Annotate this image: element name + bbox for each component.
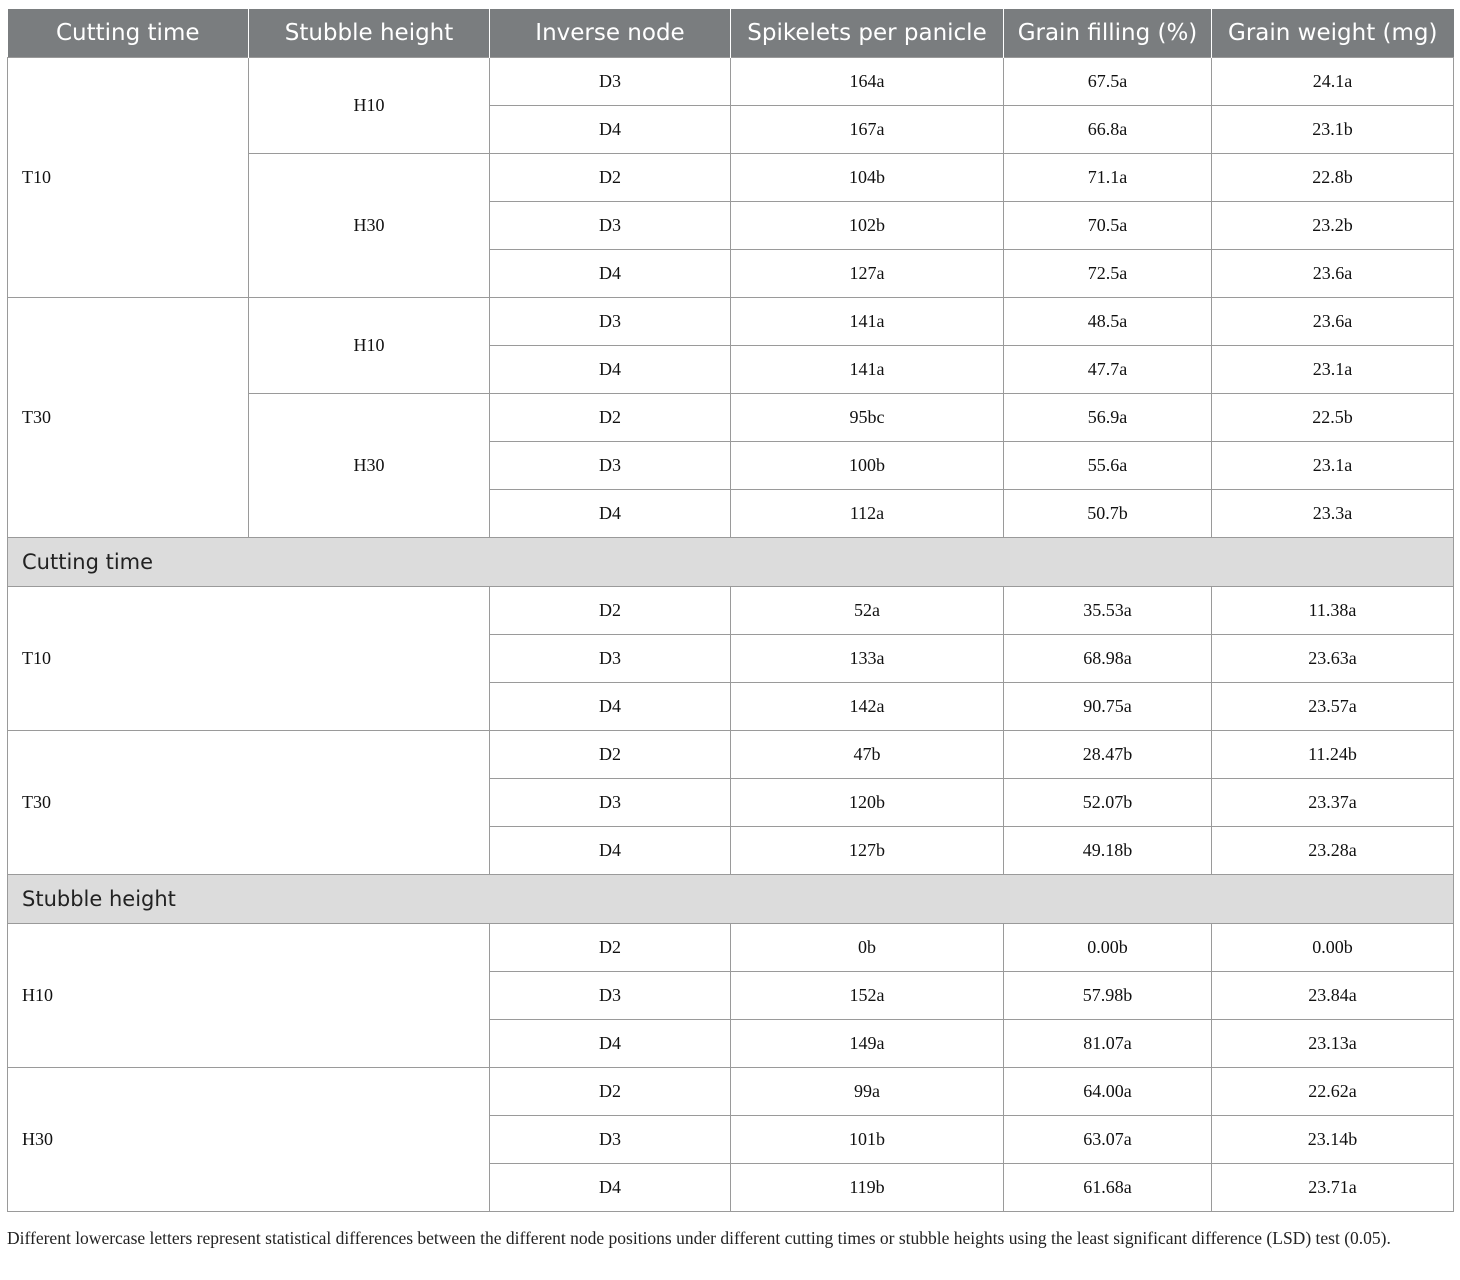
- node-cell: D2: [490, 394, 731, 442]
- spikelets-cell: 152a: [731, 972, 1004, 1020]
- group-label-cell: T30: [8, 731, 490, 875]
- node-cell: D2: [490, 154, 731, 202]
- spikelets-cell: 112a: [731, 490, 1004, 538]
- spikelets-cell: 119b: [731, 1164, 1004, 1212]
- table-row: [8, 731, 1454, 779]
- spikelets-cell: 100b: [731, 442, 1004, 490]
- spikelets-cell: 99a: [731, 1068, 1004, 1116]
- table-footnote: Different lowercase letters represent statistical differences between the different node positions under different cutting times or stubble heights using the least significant difference (LSD) test (0.05).: [7, 1228, 1391, 1248]
- filling-cell: 67.5a: [1004, 58, 1212, 106]
- weight-cell: 23.37a: [1212, 779, 1454, 827]
- node-cell: D4: [490, 827, 731, 875]
- group-label-cell: H30: [8, 1068, 490, 1212]
- weight-cell: 11.24b: [1212, 731, 1454, 779]
- node-cell: D4: [490, 346, 731, 394]
- node-cell: D3: [490, 298, 731, 346]
- section-title: Cutting time: [8, 538, 1454, 587]
- weight-cell: 23.13a: [1212, 1020, 1454, 1068]
- weight-cell: 23.63a: [1212, 635, 1454, 683]
- filling-cell: 72.5a: [1004, 250, 1212, 298]
- weight-cell: 23.3a: [1212, 490, 1454, 538]
- spikelets-cell: 95bc: [731, 394, 1004, 442]
- filling-cell: 48.5a: [1004, 298, 1212, 346]
- filling-cell: 50.7b: [1004, 490, 1212, 538]
- node-cell: D2: [490, 924, 731, 972]
- node-cell: D4: [490, 106, 731, 154]
- weight-cell: 23.84a: [1212, 972, 1454, 1020]
- spikelets-cell: 141a: [731, 346, 1004, 394]
- filling-cell: 49.18b: [1004, 827, 1212, 875]
- section-title: Stubble height: [8, 875, 1454, 924]
- spikelets-cell: 127b: [731, 827, 1004, 875]
- header-stubble-height: Stubble height: [249, 9, 490, 58]
- cutting-time-cell: T10: [8, 58, 249, 298]
- filling-cell: 35.53a: [1004, 587, 1212, 635]
- weight-cell: 23.6a: [1212, 250, 1454, 298]
- filling-cell: 64.00a: [1004, 1068, 1212, 1116]
- filling-cell: 57.98b: [1004, 972, 1212, 1020]
- filling-cell: 63.07a: [1004, 1116, 1212, 1164]
- weight-cell: 22.5b: [1212, 394, 1454, 442]
- spikelets-cell: 149a: [731, 1020, 1004, 1068]
- spikelets-cell: 101b: [731, 1116, 1004, 1164]
- node-cell: D3: [490, 202, 731, 250]
- weight-cell: 23.6a: [1212, 298, 1454, 346]
- weight-cell: 23.1b: [1212, 106, 1454, 154]
- weight-cell: 22.8b: [1212, 154, 1454, 202]
- spikelets-cell: 47b: [731, 731, 1004, 779]
- spikelets-cell: 164a: [731, 58, 1004, 106]
- filling-cell: 47.7a: [1004, 346, 1212, 394]
- node-cell: D3: [490, 972, 731, 1020]
- weight-cell: 23.57a: [1212, 683, 1454, 731]
- header-inverse-node: Inverse node: [490, 9, 731, 58]
- filling-cell: 81.07a: [1004, 1020, 1212, 1068]
- table-row: [8, 587, 1454, 635]
- header-cutting-time: Cutting time: [8, 9, 249, 58]
- node-cell: D3: [490, 1116, 731, 1164]
- stubble-height-cell: H30: [249, 394, 490, 538]
- filling-cell: 28.47b: [1004, 731, 1212, 779]
- filling-cell: 90.75a: [1004, 683, 1212, 731]
- node-cell: D3: [490, 779, 731, 827]
- data-table: [7, 9, 1454, 1212]
- node-cell: D2: [490, 731, 731, 779]
- filling-cell: 61.68a: [1004, 1164, 1212, 1212]
- group-label-cell: H10: [8, 924, 490, 1068]
- node-cell: D4: [490, 490, 731, 538]
- spikelets-cell: 142a: [731, 683, 1004, 731]
- weight-cell: 24.1a: [1212, 58, 1454, 106]
- stubble-height-cell: H30: [249, 154, 490, 298]
- weight-cell: 23.71a: [1212, 1164, 1454, 1212]
- weight-cell: 23.14b: [1212, 1116, 1454, 1164]
- node-cell: D4: [490, 250, 731, 298]
- spikelets-cell: 102b: [731, 202, 1004, 250]
- header-grain-filling: Grain filling (%): [1004, 9, 1212, 58]
- filling-cell: 0.00b: [1004, 924, 1212, 972]
- filling-cell: 56.9a: [1004, 394, 1212, 442]
- table-row: [8, 1068, 1454, 1116]
- spikelets-cell: 133a: [731, 635, 1004, 683]
- spikelets-cell: 120b: [731, 779, 1004, 827]
- weight-cell: 23.1a: [1212, 442, 1454, 490]
- spikelets-cell: 167a: [731, 106, 1004, 154]
- node-cell: D4: [490, 683, 731, 731]
- weight-cell: 11.38a: [1212, 587, 1454, 635]
- filling-cell: 68.98a: [1004, 635, 1212, 683]
- node-cell: D3: [490, 442, 731, 490]
- weight-cell: 23.1a: [1212, 346, 1454, 394]
- header-grain-weight: Grain weight (mg): [1212, 9, 1454, 58]
- spikelets-cell: 141a: [731, 298, 1004, 346]
- section-row-cutting-time: [8, 538, 1454, 587]
- weight-cell: 0.00b: [1212, 924, 1454, 972]
- spikelets-cell: 0b: [731, 924, 1004, 972]
- node-cell: D3: [490, 635, 731, 683]
- header-spikelets: Spikelets per panicle: [731, 9, 1004, 58]
- stubble-height-cell: H10: [249, 58, 490, 154]
- stubble-height-cell: H10: [249, 298, 490, 394]
- filling-cell: 52.07b: [1004, 779, 1212, 827]
- filling-cell: 70.5a: [1004, 202, 1212, 250]
- table-row: [8, 924, 1454, 972]
- filling-cell: 71.1a: [1004, 154, 1212, 202]
- node-cell: D4: [490, 1164, 731, 1212]
- filling-cell: 66.8a: [1004, 106, 1212, 154]
- table-row: [8, 58, 1454, 106]
- node-cell: D2: [490, 587, 731, 635]
- group-label-cell: T10: [8, 587, 490, 731]
- node-cell: D4: [490, 1020, 731, 1068]
- header-row: [8, 9, 1454, 58]
- cutting-time-cell: T30: [8, 298, 249, 538]
- weight-cell: 23.28a: [1212, 827, 1454, 875]
- weight-cell: 23.2b: [1212, 202, 1454, 250]
- filling-cell: 55.6a: [1004, 442, 1212, 490]
- spikelets-cell: 127a: [731, 250, 1004, 298]
- table-row: [8, 298, 1454, 346]
- section-row-stubble-height: [8, 875, 1454, 924]
- node-cell: D2: [490, 1068, 731, 1116]
- weight-cell: 22.62a: [1212, 1068, 1454, 1116]
- spikelets-cell: 52a: [731, 587, 1004, 635]
- spikelets-cell: 104b: [731, 154, 1004, 202]
- node-cell: D3: [490, 58, 731, 106]
